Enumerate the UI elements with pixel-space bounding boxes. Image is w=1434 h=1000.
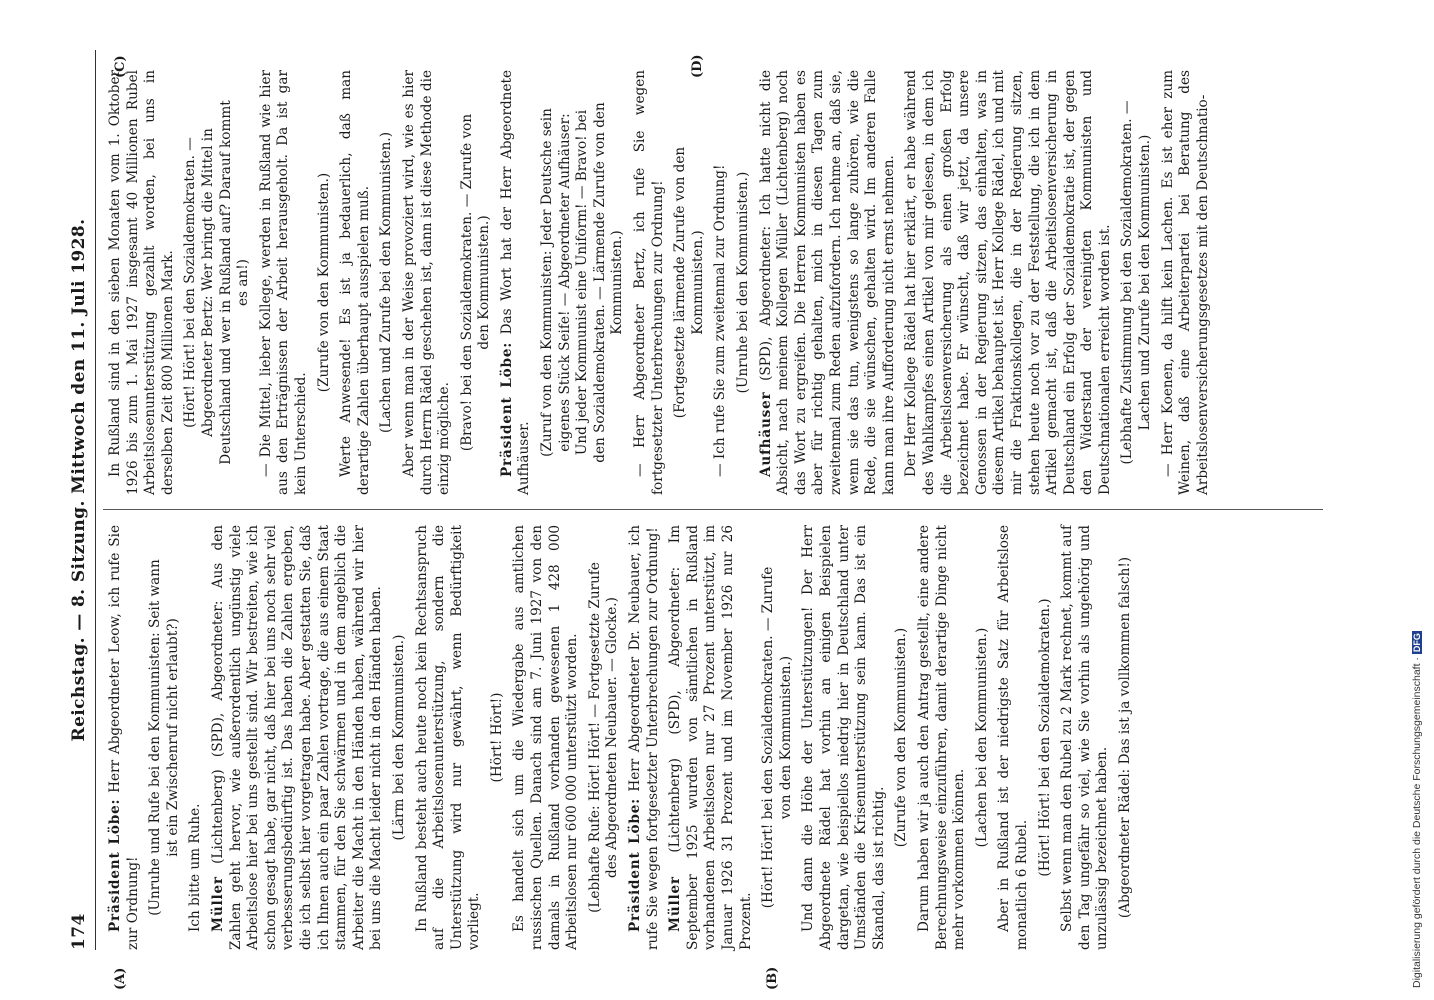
paragraph-text: (Zurufe von den Kommunisten.) <box>893 627 910 848</box>
paragraph <box>187 525 205 950</box>
paragraph-text: (Unruhe bei den Kommunisten.) <box>735 171 751 394</box>
paragraph-text: — Herr Koenen, da hilft kein Lachen. Es ist eher zum Weinen, daß eine Arbeiterpartei bei Beratung des Arbeitslosenversicherungsgesetzes mit den Deutschnatio- <box>1159 70 1211 495</box>
paragraph-text: Aber in Rußland ist der niedrigste Satz für Arbeitslose monatlich 6 Rubel. <box>996 525 1030 950</box>
credit-text: Digitalisierung gefördert durch die Deutsche Forschungsgemeinschaft · <box>1411 657 1423 988</box>
paragraph-text: — Ich rufe Sie zum zweitenmal zur Ordnung! <box>712 164 729 477</box>
paragraph <box>632 70 667 495</box>
paragraph <box>1160 70 1213 495</box>
margin-marker-a: (A) <box>113 967 128 990</box>
paragraph <box>712 70 730 495</box>
interjection <box>672 70 707 495</box>
interjection <box>182 70 252 495</box>
paragraph-text: Selbst wenn man den Rubel zu 2 Mark rechnet, kommt auf den Tag ungefähr so viel, wie Sie vorhin als ungehörig und unzulässig bezeichnet haben. <box>1059 525 1111 950</box>
paragraph-text: — Die Mittel, lieber Kollege, werden in Rußland wie hier aus den Erträgnissen der Arbeit herausgeholt. Da ist gar kein Unterschied. <box>257 70 309 495</box>
right-column <box>107 70 1217 495</box>
paragraph-text: Und dann die Höhe der Unterstützungen! Der Herr Abgeordnete Rädel hat vorhin an einigen Beispielen dargetan, wie beispiellos niedrig hier in Deutschland unter Umständen die Krisenunterstützung sein kann. Das ist ein Skandal, das ist richtig. <box>800 525 887 950</box>
paragraph-text: (Zurufe von den Kommunisten.) <box>315 172 332 393</box>
paragraph <box>903 70 1114 495</box>
interjection <box>893 525 911 950</box>
paragraph-text: Das Wort hat der Herr Abgeordnete Aufhäuser. <box>498 70 533 495</box>
sidebar-credit <box>1411 8 1429 988</box>
paragraph-text: Werte Anwesende! Es ist ja bedauerlich, daß man derartige Zahlen überhaupt ausspielen muß. <box>338 70 372 495</box>
paragraph <box>916 525 969 950</box>
paragraph <box>511 525 581 950</box>
paragraph-text: (Lichtenberg) (SPD), Abgeordneter: Im September 1925 wurden von sämtlichen in Rußland vorhandenen Arbeitslosen nur 27 Prozent unterstützt, im Januar 1926 31 Prozent und im November 1926 nur 26 Prozent. <box>667 525 754 950</box>
speaker-name: Präsident Löbe: <box>498 341 515 477</box>
paragraph <box>258 70 311 495</box>
interjection <box>147 525 182 950</box>
interjection <box>489 525 507 950</box>
paragraph <box>107 70 177 495</box>
paragraph <box>210 525 386 950</box>
interjection <box>316 70 334 495</box>
paragraph-text: (Zuruf von den Kommunisten: Jeder Deutsche sein eigenes Stück Seife! — Abgeordneter Aufhäuser: Und jeder Kommunist eine Uniform! — Bravo! bei den Sozialdemokraten. — Lärmende Zurufe von den Kommunisten.) <box>539 102 626 463</box>
paragraph-text: (Abgeordneter Rädel: Das ist ja vollkommen falsch!) <box>1116 556 1133 919</box>
interjection <box>1117 525 1135 950</box>
interjection <box>974 525 992 950</box>
paragraph-text: (Lärm bei den Kommunisten.) <box>390 634 407 841</box>
header-rule <box>95 50 96 950</box>
paragraph-text: (SPD), Abgeordneter: Ich hatte nicht die Absicht, nach meinem Kollegen Müller (Lichtenberg) noch das Wort zu ergreifen. Die Herren Kommunisten haben es aber für richtig gehalten, mich in diesen Tagen zum zweitenmal zum Reden aufzufordern. Ich nehme an, daß sie, wenn sie das tun, wenigstens so lange zuhören, wie die Rede, die sie wünschen, gehalten wird. Im anderen Falle kann man ihre Aufforderung nicht ernst nehmen. <box>757 70 897 495</box>
interjection <box>391 525 409 950</box>
paragraph-text: (Lachen und Zurufe bei den Kommunisten.) <box>378 131 395 434</box>
paragraph <box>1059 525 1112 950</box>
column-divider <box>103 509 1323 510</box>
paragraph-text: Ich bitte um Ruhe. <box>187 803 204 932</box>
page-number: 174 <box>69 913 89 950</box>
running-title: Reichstag. — 8. Sitzung. Mittwoch den 11. Juli 1928. <box>69 218 89 742</box>
speaker-name: Müller <box>209 876 226 932</box>
interjection <box>760 525 795 950</box>
paragraph <box>107 525 142 950</box>
paragraph <box>627 525 662 950</box>
interjection <box>735 70 753 495</box>
interjection <box>539 70 627 495</box>
paragraph <box>338 70 373 495</box>
paragraph-text: In Rußland besteht auch heute noch kein Rechtsanspruch auf die Arbeitslosenunterstützung, sondern die Unterstützung wird nur gewährt, wenn Bedürftigkeit vorliegt. <box>413 525 483 950</box>
paragraph <box>414 525 484 950</box>
paragraph <box>499 70 534 495</box>
paragraph-text: Herr Abgeordneter Dr. Neubauer, ich rufe Sie wegen fortgesetzter Unterbrechungen zur Ordnung! <box>627 525 661 950</box>
interjection <box>587 525 622 950</box>
paragraph-text: Darum haben wir ja auch den Antrag gestellt, eine andere Berechnungsweise einzuführen, damit derartige Dinge nicht mehr vorkommen können. <box>915 525 968 950</box>
paragraph-text: (Lebhafte Rufe: Hört! Hört! — Fortgesetzte Zurufe des Abgeordneten Neubauer. — Glocke.) <box>586 562 621 913</box>
paragraph-text: (Unruhe und Rufe bei den Kommunisten: Seit wann ist ein Zwischenruf nicht erlaubt?) <box>147 559 181 916</box>
speaker-name: Präsident Löbe: <box>107 798 123 932</box>
speaker-name: Präsident Löbe: <box>627 798 644 932</box>
paragraph-text: (Lachen bei den Kommunisten.) <box>973 627 990 848</box>
paragraph-text: (Lebhafte Zustimmung bei den Sozialdemokraten. — Lachen und Zurufe bei den Kommunisten.) <box>1119 100 1154 465</box>
paragraph <box>401 70 454 495</box>
paragraph <box>758 70 899 495</box>
paragraph-text: (Fortgesetzte lärmende Zurufe von den Kommunisten.) <box>672 146 706 419</box>
document-page <box>65 50 1365 990</box>
paragraph-text: (Hört! Hört! bei den Sozialdemokraten. — Zurufe von den Kommunisten.) <box>760 566 794 909</box>
paragraph <box>800 525 888 950</box>
margin-marker-b: (B) <box>765 966 780 990</box>
interjection <box>1119 70 1154 495</box>
left-column <box>107 525 1139 950</box>
margin-marker-c: (C) <box>113 55 128 78</box>
paragraph <box>996 525 1031 950</box>
paragraph-text: Es handelt sich um die Wiedergabe aus amtlichen russischen Quellen. Danach sind am 7. Juni 1927 von den damals in Rußland vorhanden gewesenen 1 428 000 Arbeitslosen nur 600 000 unterstützt worden. <box>511 525 581 950</box>
paragraph-text: (Bravo! bei den Sozialdemokraten. — Zurufe von den Kommunisten.) <box>458 113 493 452</box>
paragraph-text: (Hört! Hört!) <box>488 692 505 783</box>
interjection <box>459 70 494 495</box>
interjection <box>378 70 396 495</box>
interjection <box>1037 525 1055 950</box>
paragraph <box>667 525 755 950</box>
paragraph-text: (Hört! Hört! bei den Sozialdemokraten.) <box>1036 598 1053 877</box>
margin-marker-d: (D) <box>690 54 705 78</box>
dfg-logo: DFG <box>1412 633 1422 653</box>
paragraph-text: Herr Abgeordneter Leow, ich rufe Sie zur Ordnung! <box>107 525 141 950</box>
paragraph-text: (Hört! Hört! bei den Sozialdemokraten. — Abgeordneter Bertz: Wer bringt die Mittel in Deutschland und wer in Rußland auf? Darauf kommt es an!) <box>182 100 252 465</box>
paragraph-text: Der Herr Kollege Rädel hat hier erklärt, er habe während des Wahlkampfes einen Artikel von mir gelesen, in dem ich die Arbeitslosenversicherung als einen großen Erfolg bezeichnet habe. Er wünscht, daß wir jetzt, da unsere Genossen in der Regierung sitzen, das einhalten, was in diesem Artikel behauptet ist. Herr Kollege Rädel, ich und mit mir die Fraktionskollegen, die in der Regierung sitzen, stehen heute noch vor zu der Feststellung, die ich in dem Artikel gemacht ist, daß die Arbeitslosenversicherung in Deutschland ein Erfolg der Sozialdemokratie ist, der gegen den Widerstand der vereinigten Kommunisten und Deutschnationalen erreicht worden ist. <box>903 70 1113 495</box>
speaker-name: Müller <box>667 876 684 932</box>
paragraph-text: — Herr Abgeordneter Bertz, ich rufe Sie wegen fortgesetzter Unterbrechungen zur Ordnung! <box>632 70 666 495</box>
speaker-name: Aufhäuser <box>757 391 774 477</box>
paragraph-text: In Rußland sind in den sieben Monaten vom 1. Oktober 1926 bis zum 1. Mai 1927 insgesamt 40 Millionen Rubel Arbeitslosenunterstützung gezahlt worden, bei uns in derselben Zeit 800 Millionen Mark. <box>107 70 176 495</box>
paragraph-text: Aber wenn man in der Weise provoziert wird, wie es hier durch Herrn Rädel geschehen ist, dann ist diese Methode die einzig mögliche. <box>400 70 453 495</box>
paragraph-text: (Lichtenberg) (SPD), Abgeordneter: Aus den Zahlen geht hervor, wie außerordentlich ungünstig viele Arbeitslose hier bei uns gestellt sind. Wir bestreiten, wie ich schon gesagt habe, gar nicht, daß hier bei uns noch sehr viel verbesserungsbedürftig ist. Das haben die Zahlen ergeben, die ich selbst hier vorgetragen habe. Aber gestatten Sie, daß ich Ihnen auch ein paar Zahlen vortrage, die aus einem Staat stammen, für den Sie schwärmen und in dem angeblich die Arbeiter die Macht in den Händen haben, während wir hier bei uns die Macht leider nicht in den Händen haben. <box>209 525 385 950</box>
page-header <box>65 50 93 950</box>
